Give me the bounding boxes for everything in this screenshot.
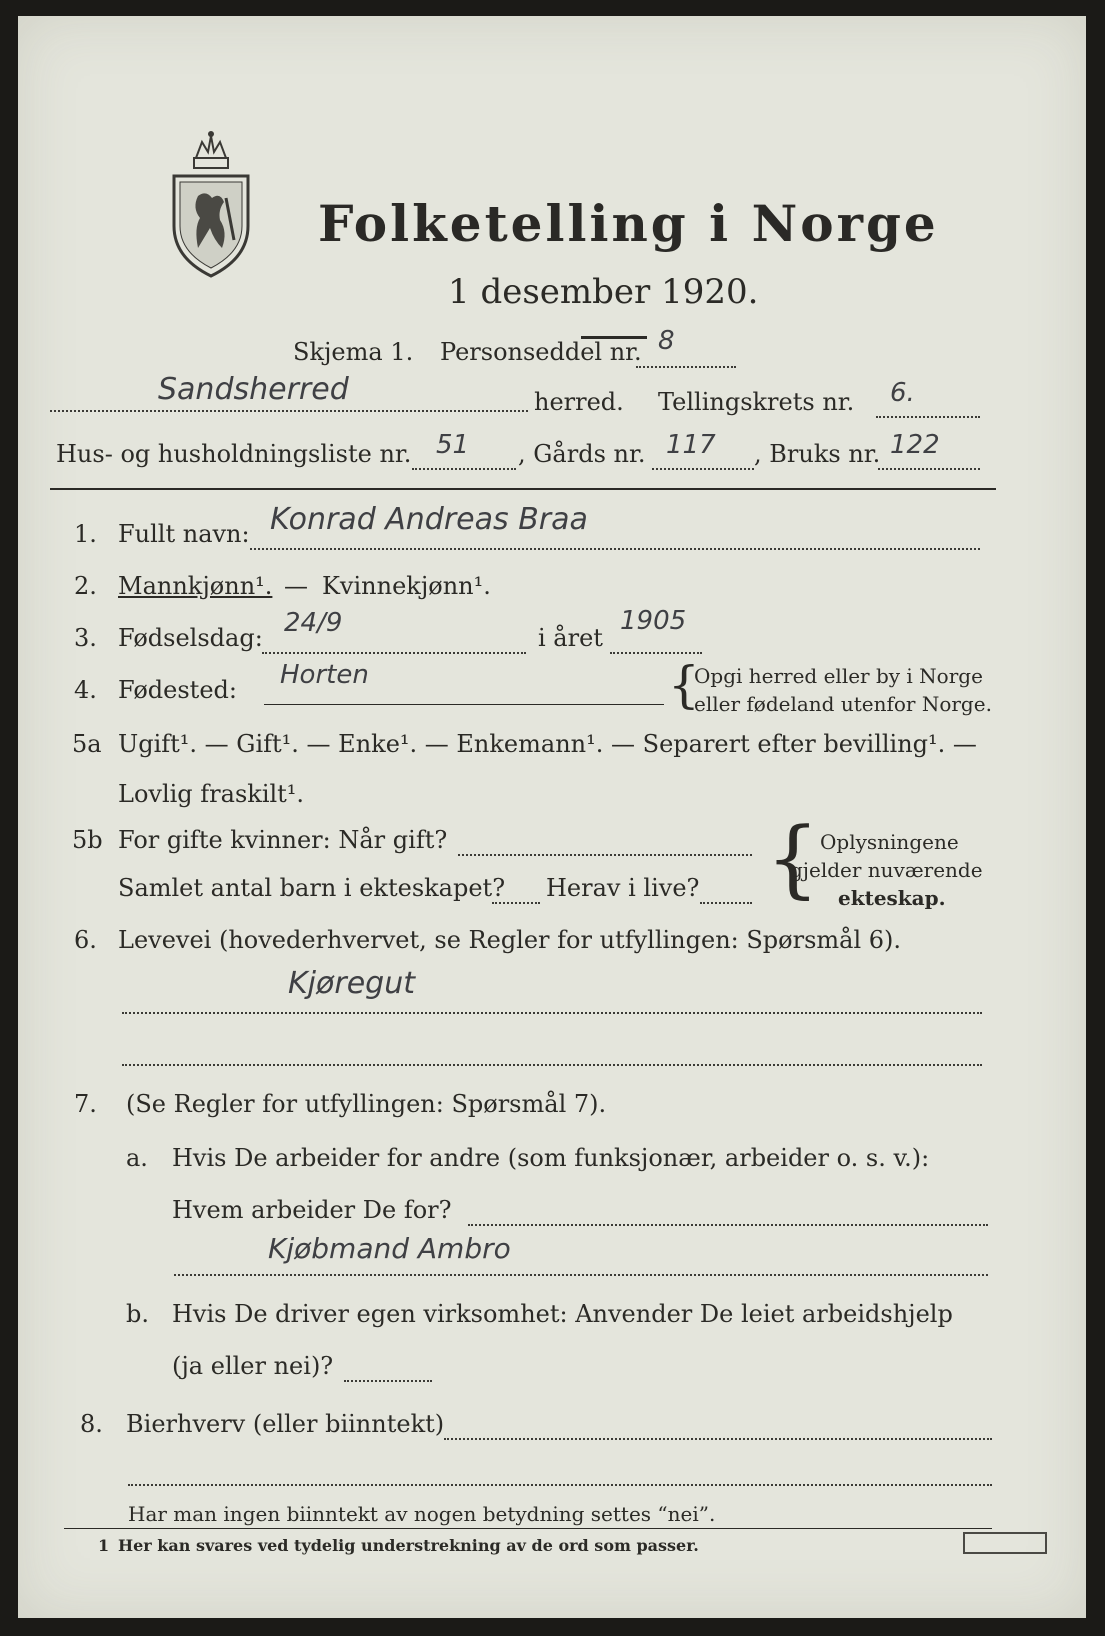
q3-year-label: i året (538, 624, 603, 652)
gards-line (652, 468, 754, 470)
husholdningsliste-label: Hus- og husholdningsliste nr. (56, 440, 412, 468)
q7-label: (Se Regler for utfyllingen: Spørsmål 7). (126, 1090, 607, 1118)
footer-rule (64, 1528, 992, 1529)
q5b-married-line (458, 854, 752, 856)
header-rule (50, 488, 996, 490)
q3-number: 3. (74, 624, 97, 652)
q6-label: Levevei (hovederhvervet, se Regler for utfyllingen: Spørsmål 6). (118, 926, 902, 954)
q2-number: 2. (74, 572, 97, 600)
q7a-employer-label: Hvem arbeider De for? (172, 1196, 452, 1224)
footnote-number: 1 (98, 1536, 110, 1555)
bruks-label: , Bruks nr. (754, 440, 881, 468)
q5b-note-2: gjelder nuværende (790, 858, 983, 882)
husholdningsliste-value[interactable]: 51 (436, 430, 470, 460)
personseddel-label: Personseddel nr. (440, 338, 642, 366)
q6-line-1 (122, 1012, 982, 1014)
q7b-number: b. (126, 1300, 149, 1328)
q3-year-value[interactable]: 1905 (620, 606, 687, 636)
q3-date-value[interactable]: 24/9 (284, 608, 343, 638)
q5b-alive-line (700, 902, 752, 904)
personseddel-line (636, 366, 736, 368)
q1-label: Fullt navn: (118, 520, 250, 548)
q7b-line (344, 1380, 432, 1382)
q5b-married-label: For gifte kvinner: Når gift? (118, 826, 448, 854)
q1-number: 1. (74, 520, 97, 548)
q4-value[interactable]: Horten (280, 660, 369, 690)
q7-number: 7. (74, 1090, 97, 1118)
q5b-children-label: Samlet antal barn i ekteskapet? (118, 874, 506, 902)
q3-year-line (610, 652, 702, 654)
q5b-children-line (492, 902, 540, 904)
q5b-alive-label: Herav i live? (546, 874, 700, 902)
q6-value[interactable]: Kjøregut (288, 966, 415, 1001)
q6-number: 6. (74, 926, 97, 954)
q7a-number: a. (126, 1144, 148, 1172)
q7a-value[interactable]: Kjøbmand Ambro (268, 1232, 511, 1265)
q3-date-line (262, 652, 526, 654)
q4-note-1: Opgi herred eller by i Norge (694, 664, 983, 688)
q8-line-1 (444, 1438, 992, 1440)
census-form-page (18, 16, 1086, 1618)
herred-line (50, 410, 528, 412)
footer-note: Har man ingen biinntekt av nogen betydning settes “nei”. (128, 1502, 716, 1526)
q4-line (264, 704, 664, 705)
q5a-options[interactable]: Ugift¹. — Gift¹. — Enke¹. — Enkemann¹. — Separert efter bevilling¹. — (118, 730, 977, 758)
q5b-note-3: ekteskap. (838, 886, 946, 910)
tellingskrets-label: Tellingskrets nr. (658, 388, 855, 416)
q7a-line-1 (468, 1224, 988, 1226)
coat-of-arms-icon (168, 128, 254, 280)
q4-number: 4. (74, 676, 97, 704)
q2-male-option[interactable]: Mannkjønn¹. (118, 572, 273, 600)
q7a-line-2 (174, 1274, 988, 1276)
printer-stamp-icon (963, 1532, 1047, 1554)
q2-female-option[interactable]: Kvinnekjønn¹. (322, 572, 491, 600)
tellingskrets-line (876, 416, 980, 418)
form-date: 1 desember 1920. (448, 272, 759, 312)
bruks-value[interactable]: 122 (890, 430, 940, 460)
q1-value[interactable]: Konrad Andreas Braa (270, 502, 588, 537)
q8-label: Bierhverv (eller biinntekt) (126, 1410, 445, 1438)
q5a-options-cont[interactable]: Lovlig fraskilt¹. (118, 780, 305, 808)
bruks-line (878, 468, 980, 470)
q8-line-2 (128, 1484, 992, 1486)
q5a-number: 5a (72, 730, 102, 758)
q5b-brace: { (766, 809, 820, 907)
q3-label: Fødselsdag: (118, 624, 263, 652)
q8-number: 8. (80, 1410, 103, 1438)
q4-brace: { (668, 656, 700, 714)
footnote-text: Her kan svares ved tydelig understrekning av de ord som passer. (118, 1536, 699, 1555)
herred-value[interactable]: Sandsherred (158, 372, 349, 407)
q7b-label: Hvis De driver egen virksomhet: Anvender De leiet arbeidshjelp (172, 1300, 953, 1328)
q4-label: Fødested: (118, 676, 237, 704)
q1-line (250, 548, 980, 550)
q7b-yesno-label: (ja eller nei)? (172, 1352, 334, 1380)
skjema-label: Skjema 1. (293, 338, 414, 366)
personseddel-value[interactable]: 8 (658, 326, 675, 356)
husholdningsliste-line (412, 468, 516, 470)
q5b-number: 5b (72, 826, 103, 854)
q4-note-2: eller fødeland utenfor Norge. (694, 692, 992, 716)
tellingskrets-value[interactable]: 6. (890, 378, 915, 408)
form-title: Folketelling i Norge (318, 194, 939, 253)
q7a-label: Hvis De arbeider for andre (som funksjonær, arbeider o. s. v.): (172, 1144, 930, 1172)
gards-label: , Gårds nr. (518, 440, 646, 468)
q2-separator: — (284, 572, 308, 600)
q6-line-2 (122, 1064, 982, 1066)
gards-value[interactable]: 117 (666, 430, 716, 460)
herred-label: herred. (534, 388, 624, 416)
q5b-note-1: Oplysningene (820, 830, 959, 854)
